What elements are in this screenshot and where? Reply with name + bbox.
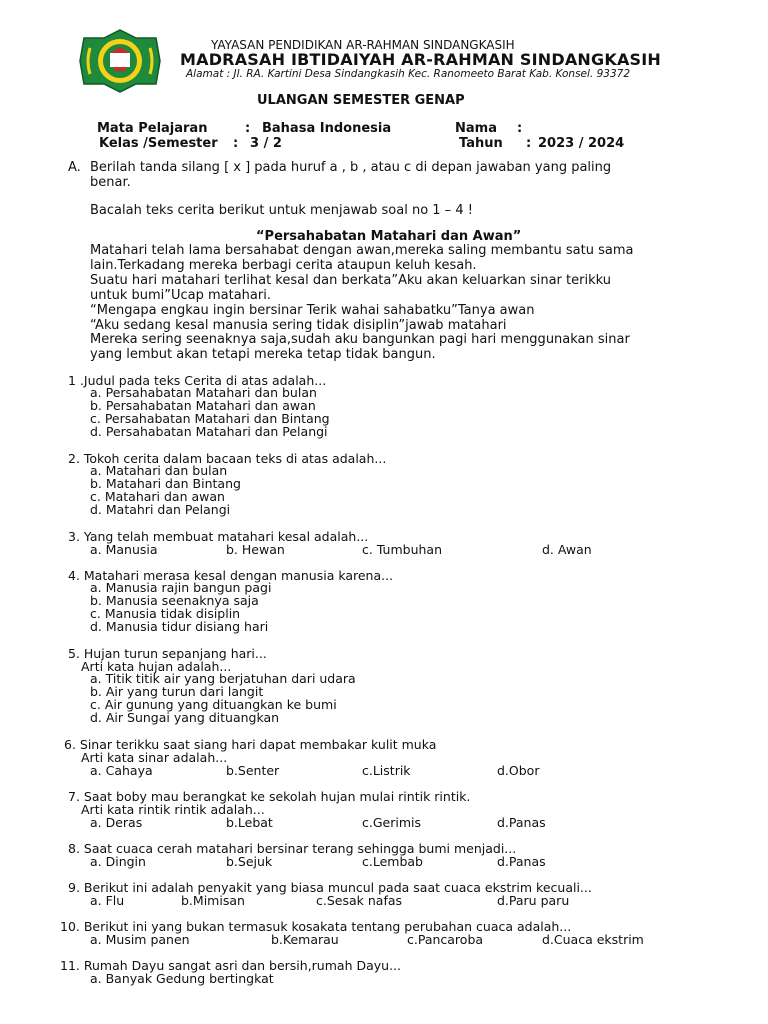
answer-option[interactable]: d. Air Sungai yang dituangkan bbox=[90, 710, 280, 725]
answer-option[interactable]: c. Manusia tidak disiplin bbox=[90, 606, 241, 621]
answer-option[interactable]: b.Lebat bbox=[226, 815, 273, 830]
instruction-line-2: benar. bbox=[90, 175, 131, 190]
name-label: Nama bbox=[455, 121, 497, 136]
question-8: 8. Saat cuaca cerah matahari bersinar terang sehingga bumi menjadi... bbox=[68, 841, 517, 856]
class-value: 3 / 2 bbox=[250, 136, 282, 151]
school-logo bbox=[76, 28, 164, 94]
answer-option[interactable]: c.Sesak nafas bbox=[316, 893, 403, 908]
story-line: “Mengapa engkau ingin bersinar Terik wahai sahabatku”Tanya awan bbox=[90, 302, 535, 318]
answer-option[interactable]: d. Awan bbox=[542, 542, 592, 557]
class-label: Kelas /Semester bbox=[99, 136, 218, 151]
story-line: yang lembut akan tetapi mereka tetap tidak bangun. bbox=[90, 347, 436, 363]
subject-colon: : bbox=[245, 121, 251, 136]
story-line: Mereka sering seenaknya saja,sudah aku bangunkan pagi hari menggunakan sinar bbox=[90, 332, 630, 348]
story-line: “Aku sedang kesal manusia sering tidak disiplin”jawab matahari bbox=[90, 317, 507, 333]
question-3: 3. Yang telah membuat matahari kesal adalah... bbox=[68, 529, 369, 544]
answer-option[interactable]: b. Persahabatan Matahari dan awan bbox=[90, 398, 316, 413]
answer-option[interactable]: a. Persahabatan Matahari dan bulan bbox=[90, 385, 317, 400]
question-10: 10. Berikut ini yang bukan termasuk kosakata tentang perubahan cuaca adalah... bbox=[60, 919, 572, 934]
story-line: lain.Terkadang mereka berbagi cerita ataupun keluh kesah. bbox=[90, 257, 477, 273]
answer-option[interactable]: c. Persahabatan Matahari dan Bintang bbox=[90, 411, 330, 426]
answer-option[interactable]: b.Mimisan bbox=[181, 893, 245, 908]
question-5-sub: Arti kata hujan adalah... bbox=[81, 659, 232, 674]
school-address: Alamat : Jl. RA. Kartini Desa Sindangkasih Kec. Ranomeeto Barat Kab. Konsel. 93372 bbox=[186, 68, 631, 80]
question-5-options bbox=[90, 672, 356, 724]
answer-option[interactable]: a. Manusia bbox=[90, 542, 158, 557]
year-label: Tahun bbox=[459, 136, 503, 151]
question-7-sub: Arti kata rintik rintik adalah... bbox=[81, 802, 265, 817]
answer-option[interactable]: a. Flu bbox=[90, 893, 125, 908]
question-1: 1 .Judul pada teks Cerita di atas adalah... bbox=[68, 373, 327, 388]
question-11: 11. Rumah Dayu sangat asri dan bersih,rumah Dayu... bbox=[60, 958, 401, 973]
answer-option[interactable]: c. Air gunung yang dituangkan ke bumi bbox=[90, 697, 337, 712]
answer-option[interactable]: c.Lembab bbox=[362, 854, 423, 869]
question-5: 5. Hujan turun sepanjang hari... bbox=[68, 646, 267, 661]
answer-option[interactable]: b. Manusia seenaknya saja bbox=[90, 593, 259, 608]
answer-option[interactable]: c.Gerimis bbox=[362, 815, 421, 830]
story-line: untuk bumi”Ucap matahari. bbox=[90, 287, 271, 303]
answer-option[interactable]: d. Matahri dan Pelangi bbox=[90, 502, 231, 517]
answer-option[interactable]: b. Air yang turun dari langit bbox=[90, 684, 264, 699]
answer-option[interactable]: c.Listrik bbox=[362, 763, 411, 778]
question-2: 2. Tokoh cerita dalam bacaan teks di atas adalah... bbox=[68, 451, 387, 466]
class-colon: : bbox=[233, 136, 239, 151]
story-line: Suatu hari matahari terlihat kesal dan berkata”Aku akan keluarkan sinar terikku bbox=[90, 272, 611, 288]
question-7: 7. Saat boby mau berangkat ke sekolah hujan mulai rintik rintik. bbox=[68, 789, 471, 804]
answer-option[interactable]: d.Obor bbox=[497, 763, 540, 778]
answer-option[interactable]: d.Panas bbox=[497, 854, 546, 869]
answer-option[interactable]: c.Pancaroba bbox=[407, 932, 484, 947]
subject-value: Bahasa Indonesia bbox=[262, 121, 392, 136]
story-text bbox=[90, 244, 633, 363]
reading-instruction: Bacalah teks cerita berikut untuk menjawab soal no 1 – 4 ! bbox=[90, 203, 473, 218]
answer-option[interactable]: a. Manusia rajin bangun pagi bbox=[90, 580, 272, 595]
question-6: 6. Sinar terikku saat siang hari dapat membakar kulit muka bbox=[64, 737, 437, 752]
answer-option[interactable]: d. Persahabatan Matahari dan Pelangi bbox=[90, 424, 328, 439]
answer-option[interactable]: b.Sejuk bbox=[226, 854, 273, 869]
answer-option[interactable]: a. Musim panen bbox=[90, 932, 190, 947]
exam-title: ULANGAN SEMESTER GENAP bbox=[257, 93, 465, 108]
answer-option[interactable]: b.Kemarau bbox=[271, 932, 339, 947]
answer-option[interactable]: b. Matahari dan Bintang bbox=[90, 476, 241, 491]
answer-option[interactable]: d.Cuaca ekstrim bbox=[542, 932, 644, 947]
question-4-options bbox=[90, 581, 271, 633]
year-colon: : bbox=[526, 136, 532, 151]
answer-option[interactable]: b.Senter bbox=[226, 763, 280, 778]
question-2-options bbox=[90, 464, 241, 516]
answer-option[interactable]: a. Deras bbox=[90, 815, 143, 830]
answer-option[interactable]: c. Tumbuhan bbox=[362, 542, 443, 557]
answer-option[interactable]: a. Matahari dan bulan bbox=[90, 463, 228, 478]
story-title: “Persahabatan Matahari dan Awan” bbox=[256, 229, 522, 244]
answer-option[interactable]: b. Hewan bbox=[226, 542, 285, 557]
answer-option[interactable]: d.Paru paru bbox=[497, 893, 570, 908]
foundation-name: YAYASAN PENDIDIKAN AR-RAHMAN SINDANGKASIH bbox=[211, 38, 515, 52]
answer-option[interactable]: a. Banyak Gedung bertingkat bbox=[90, 971, 274, 986]
question-9: 9. Berikut ini adalah penyakit yang biasa muncul pada saat cuaca ekstrim kecuali... bbox=[68, 880, 592, 895]
question-4: 4. Matahari merasa kesal dengan manusia karena... bbox=[68, 568, 394, 583]
name-colon: : bbox=[517, 121, 523, 136]
answer-option[interactable]: a. Dingin bbox=[90, 854, 146, 869]
question-1-options bbox=[90, 386, 330, 438]
year-value: 2023 / 2024 bbox=[538, 136, 625, 151]
story-line: Matahari telah lama bersahabat dengan awan,mereka saling membantu satu sama bbox=[90, 243, 634, 258]
answer-option[interactable]: a. Titik titik air yang berjatuhan dari udara bbox=[90, 671, 356, 686]
question-6-sub: Arti kata sinar adalah... bbox=[81, 750, 228, 765]
school-name: MADRASAH IBTIDAIYAH AR-RAHMAN SINDANGKASIH bbox=[180, 50, 661, 69]
subject-label: Mata Pelajaran bbox=[97, 121, 208, 136]
answer-option[interactable]: d.Panas bbox=[497, 815, 546, 830]
answer-option[interactable]: d. Manusia tidur disiang hari bbox=[90, 619, 269, 634]
instruction-line-1: Berilah tanda silang [ x ] pada huruf a , b , atau c di depan jawaban yang paling bbox=[90, 160, 612, 175]
answer-option[interactable]: c. Matahari dan awan bbox=[90, 489, 225, 504]
section-letter: A. bbox=[68, 160, 81, 175]
answer-option[interactable]: a. Cahaya bbox=[90, 763, 153, 778]
